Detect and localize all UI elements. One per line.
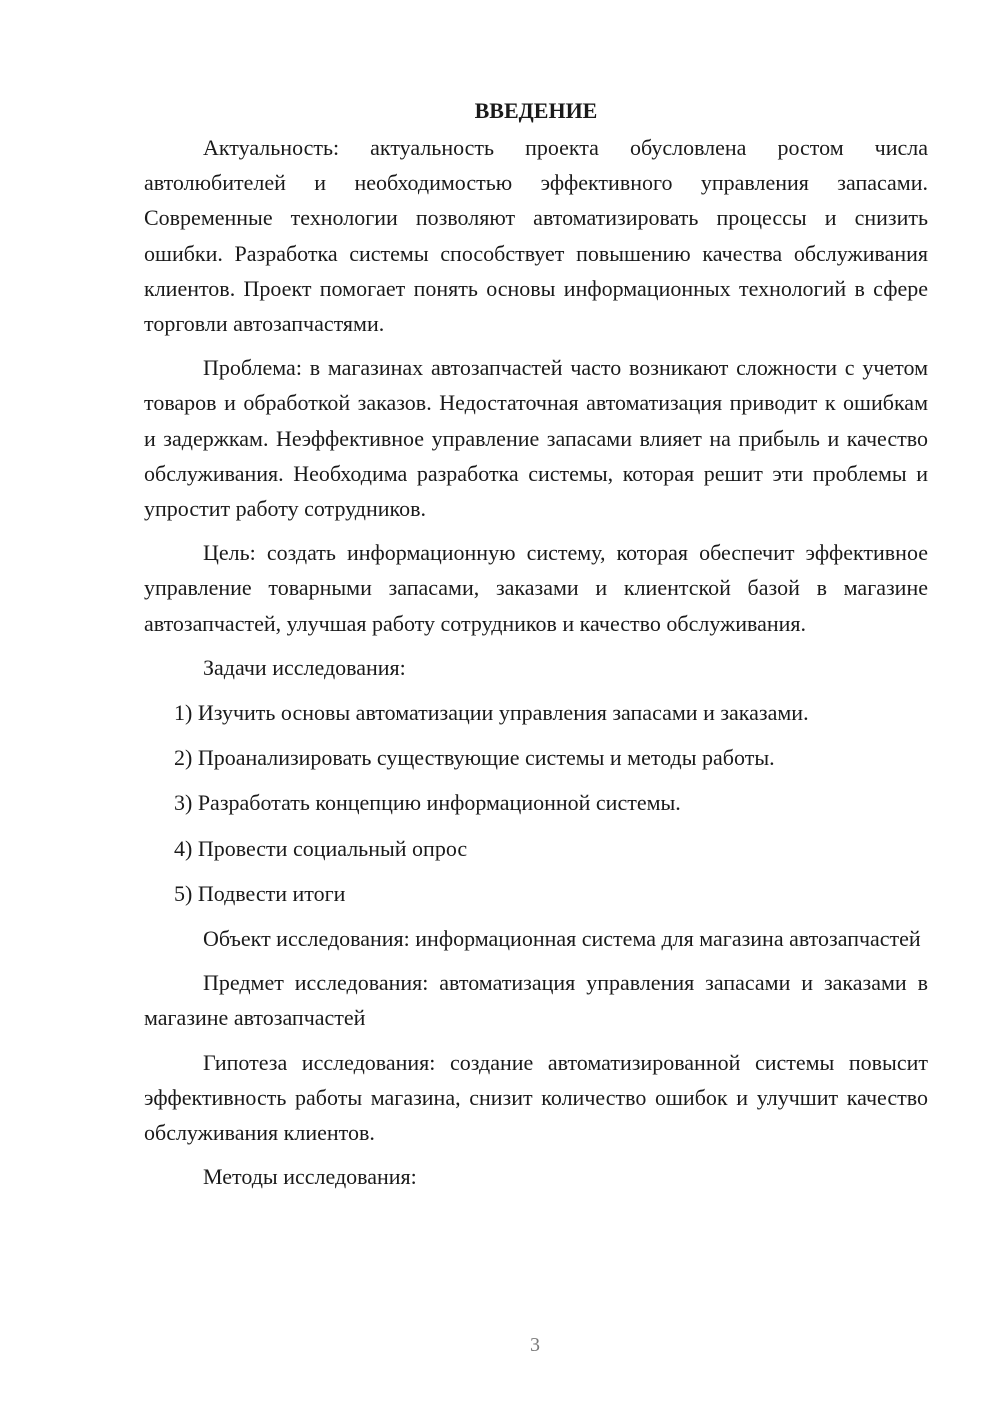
task-item: 5) Подвести итоги	[174, 880, 346, 906]
paragraph-problem: Проблема: в магазинах автозапчастей часто возникают сложности с учетом товаров и обработкой заказов. Недостаточная автоматизация приводит к ошибкам и задержкам. Неэффективное управление запасами влияет на прибыль и качество обслуживания. Необходима разработка системы, которая решит эти проблемы и упростит работу сотрудников.	[144, 355, 928, 522]
page-number: 3	[530, 1334, 540, 1356]
paragraph-object: Объект исследования: информационная система для магазина автозапчастей	[203, 926, 921, 952]
task-item: 4) Провести социальный опрос	[174, 835, 468, 861]
paragraph-hypothesis: Гипотеза исследования: создание автоматизированной системы повысит эффективность работы магазина, снизит количество ошибок и улучшит качество обслуживания клиентов.	[144, 1049, 928, 1146]
page-content	[144, 96, 928, 1194]
paragraph-goal: Цель: создать информационную систему, которая обеспечит эффективное управление товарными запасами, заказами и клиентской базой в магазине автозапчастей, улучшая работу сотрудников и качество обслуживания.	[144, 540, 928, 636]
task-item: 3) Разработать концепцию информационной системы.	[174, 790, 681, 816]
page-title: ВВЕДЕНИЕ	[474, 98, 598, 123]
paragraph-subject: Предмет исследования: автоматизация управления запасами и заказами в магазине автозапчастей	[144, 970, 928, 1031]
task-item: 1) Изучить основы автоматизации управления запасами и заказами.	[174, 700, 809, 726]
tasks-heading: Задачи исследования:	[203, 654, 406, 680]
paragraph-relevance: Актуальность: актуальность проекта обусловлена ростом числа автолюбителей и необходимостью эффективного управления запасами. Современные технологии позволяют автоматизировать процессы и снизить ошибки. Разработка системы способствует повышению качества обслуживания клиентов. Проект помогает понять основы информационных технологий в сфере торговли автозапчастями.	[144, 135, 928, 337]
task-item: 2) Проанализировать существующие системы и методы работы.	[174, 745, 775, 771]
tasks-list	[144, 695, 928, 911]
methods-heading: Методы исследования:	[203, 1164, 417, 1190]
